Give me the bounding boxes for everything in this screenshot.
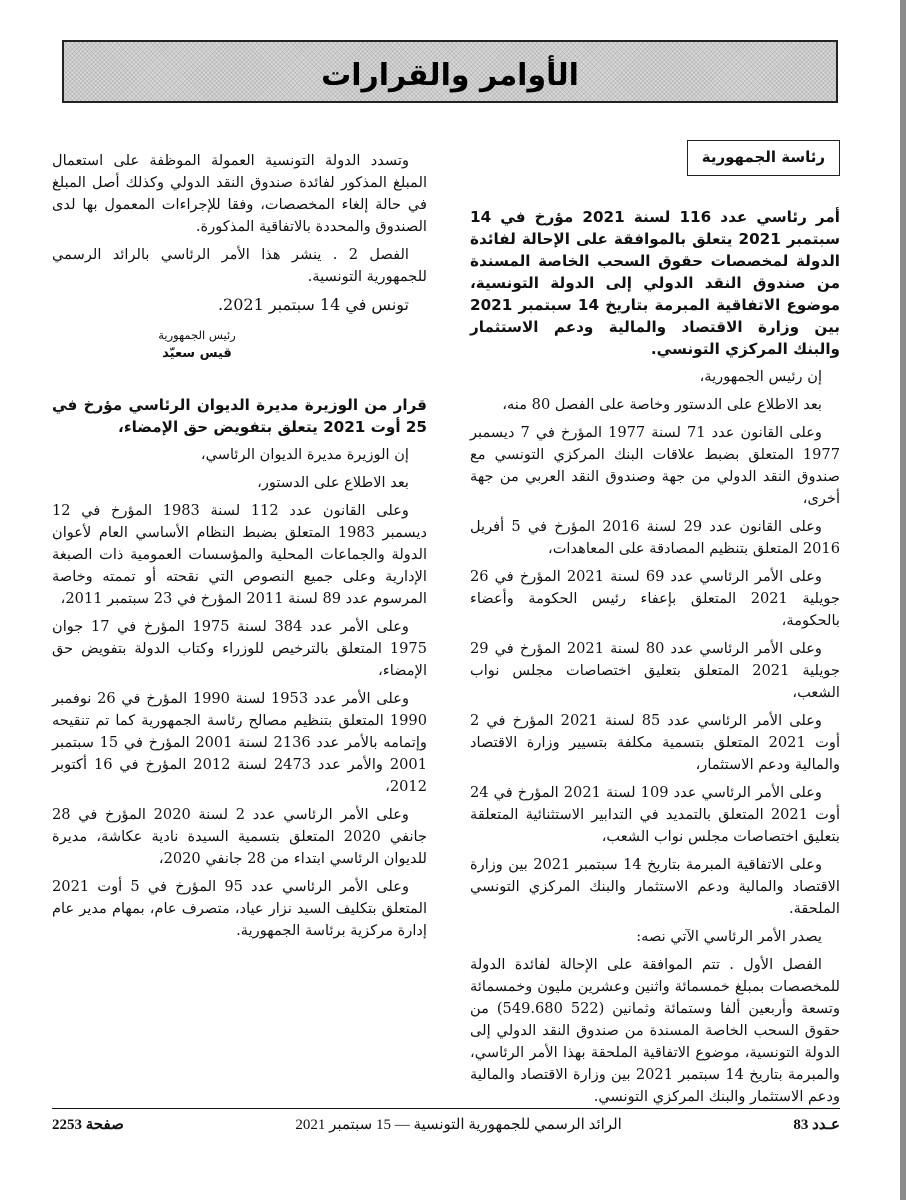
section-header — [470, 140, 840, 206]
page-number: صفحة 2253 — [52, 1117, 124, 1133]
section-banner — [62, 40, 838, 103]
decree-title: أمر رئاسي عدد 116 لسنة 2021 مؤرخ في 14 سبتمبر 2021 يتعلق بالموافقة على الإحالة لفائدة الدولة لمخصصات حقوق السحب الخاصة المسندة من صندوق النقد الدولي إلى الدولة التونسية، موضوع الاتفاقية المبرمة بتاريخ 14 سبتمبر 2021 بين وزارة الاقتصاد والمالية ودعم الاستثمار والبنك المركزي التونسي. — [470, 208, 841, 358]
signatory-role: رئيس الجمهورية — [158, 328, 236, 342]
decree-paragraph: إن رئيس الجمهورية، — [699, 368, 822, 385]
page-footer — [52, 1114, 840, 1138]
decree-paragraph: وعلى الأمر الرئاسي عدد 80 لسنة 2021 المؤرخ في 29 جويلية 2021 المتعلق بتعليق اختصاصات مجلس نواب الشعب، — [470, 640, 840, 701]
decree-paragraph: وعلى القانون عدد 29 لسنة 2016 المؤرخ في 5 أفريل 2016 المتعلق بتنظيم المصادقة على المعاهدات، — [470, 518, 840, 557]
left-column — [52, 150, 427, 948]
signatory-name: قيس سعيّد — [162, 346, 232, 361]
right-column — [470, 140, 840, 1114]
page-edge-shadow — [900, 0, 906, 1200]
decision-paragraph: وعلى الأمر الرئاسي عدد 2 لسنة 2020 المؤرخ في 28 جانفي 2020 المتعلق بتسمية السيدة نادية عكاشة، مديرة للديوان الرئاسي ابتداء من 28 جانفي 2020، — [52, 806, 427, 867]
gazette-title-date: الرائد الرسمي للجمهورية التونسية — 15 سبتمبر 2021 — [295, 1117, 622, 1133]
decree-paragraph: بعد الاطلاع على الدستور وخاصة على الفصل 80 منه، — [502, 396, 822, 413]
decision-paragraph: وعلى القانون عدد 112 لسنة 1983 المؤرخ في 12 ديسمبر 1983 المتعلق بضبط النظام الأساسي العام لأعوان الدولة والجماعات المحلية والمؤسسات العمومية ذات الصبغة الإدارية وعلى جميع النصوص التي نقحته أو تممته وخاصة المرسوم عدد 89 لسنة 2011 المؤرخ في 23 سبتمبر 2011، — [52, 502, 427, 607]
decision-paragraph: إن الوزيرة مديرة الديوان الرئاسي، — [200, 446, 409, 463]
decision-paragraph: وعلى الأمر عدد 384 لسنة 1975 المؤرخ في 17 جوان 1975 المتعلق بالترخيص للوزراء وكتاب الدولة بتفويض حق الإمضاء، — [52, 618, 427, 679]
issue-number: عـدد 83 — [793, 1117, 840, 1133]
signature-block — [112, 326, 282, 364]
decree-article-2: الفصل 2 . ينشر هذا الأمر الرئاسي بالرائد الرسمي للجمهورية التونسية. — [52, 246, 427, 285]
decree-paragraph: وعلى القانون عدد 71 لسنة 1977 المؤرخ في 7 ديسمبر 1977 المتعلق بضبط علاقات البنك المركزي التونسي مع صندوق النقد الدولي من جهة وصندوق النقد العربي من جهة أخرى، — [470, 424, 840, 507]
decree-paragraph: وعلى الأمر الرئاسي عدد 69 لسنة 2021 المؤرخ في 26 جويلية 2021 المتعلق بإعفاء رئيس الحكومة وأعضاء بالحكومة، — [470, 568, 840, 629]
decree-article-1-continuation: وتسدد الدولة التونسية العمولة الموظفة على استعمال المبلغ المذكور لفائدة صندوق النقد الدولي وكذلك أصل المبلغ في حالة إلغاء المخصصات، وفقا للإجراءات المعمول بها لدى الصندوق والمحددة بالاتفاقية المذكورة. — [52, 152, 427, 235]
decision-title: قرار من الوزيرة مديرة الديوان الرئاسي مؤرخ في 25 أوت 2021 يتعلق بتفويض حق الإمضاء، — [52, 396, 427, 436]
decree-enactment: يصدر الأمر الرئاسي الآتي نصه: — [636, 928, 822, 945]
decree-paragraph: وعلى الأمر الرئاسي عدد 109 لسنة 2021 المؤرخ في 24 أوت 2021 المتعلق بالتمديد في التدابير الاستثنائية المتعلقة بتعليق اختصاصات مجلس نواب الشعب، — [470, 784, 840, 845]
decree-paragraph: وعلى الاتفاقية المبرمة بتاريخ 14 سبتمبر 2021 بين وزارة الاقتصاد والمالية ودعم الاستثمار والبنك المركزي التونسي الملحقة. — [470, 856, 840, 917]
decision-paragraph: بعد الاطلاع على الدستور، — [257, 474, 409, 491]
spacer — [52, 364, 427, 394]
decision-paragraph: وعلى الأمر الرئاسي عدد 95 المؤرخ في 5 أوت 2021 المتعلق بتكليف السيد نزار عياد، متصرف عام، بمهام مدير عام إدارة مركزية برئاسة الجمهورية. — [52, 878, 427, 939]
decree-date: تونس في 14 سبتمبر 2021. — [217, 295, 409, 314]
decision-paragraph: وعلى الأمر عدد 1953 لسنة 1990 المؤرخ في 26 نوفمبر 1990 المتعلق بتنظيم مصالح رئاسة الجمهورية كما تم تنقيحه وإتمامه بالأمر عدد 2136 لسنة 2001 المؤرخ في 15 سبتمبر 2001 والأمر عدد 2473 لسنة 2012 المؤرخ في 16 أكتوبر 2012، — [52, 690, 427, 795]
section-label-box: رئاسة الجمهورية — [687, 140, 840, 176]
footer-rule — [52, 1108, 840, 1109]
banner-title: الأوامر والقرارات — [321, 58, 579, 93]
decree-article-1: الفصل الأول . تتم الموافقة على الإحالة لفائدة الدولة للمخصصات بمبلغ خمسمائة واثنين وعشرين مليون وخمسمائة وتسعة وأربعين ألفا وستمائة وثمانين (522 549.680) من حقوق السحب الخاصة المسندة من صندوق النقد الدولي إلى الدولة التونسية، موضوع الاتفاقية الملحقة بهذا الأمر الرئاسي، والمبرمة بتاريخ 14 سبتمبر 2021 بين وزارة الاقتصاد والمالية ودعم الاستثمار والبنك المركزي التونسي. — [470, 956, 841, 1105]
decree-paragraph: وعلى الأمر الرئاسي عدد 85 لسنة 2021 المؤرخ في 2 أوت 2021 المتعلق بتسمية مكلفة بتسيير وزارة الاقتصاد والمالية ودعم الاستثمار، — [470, 712, 841, 773]
